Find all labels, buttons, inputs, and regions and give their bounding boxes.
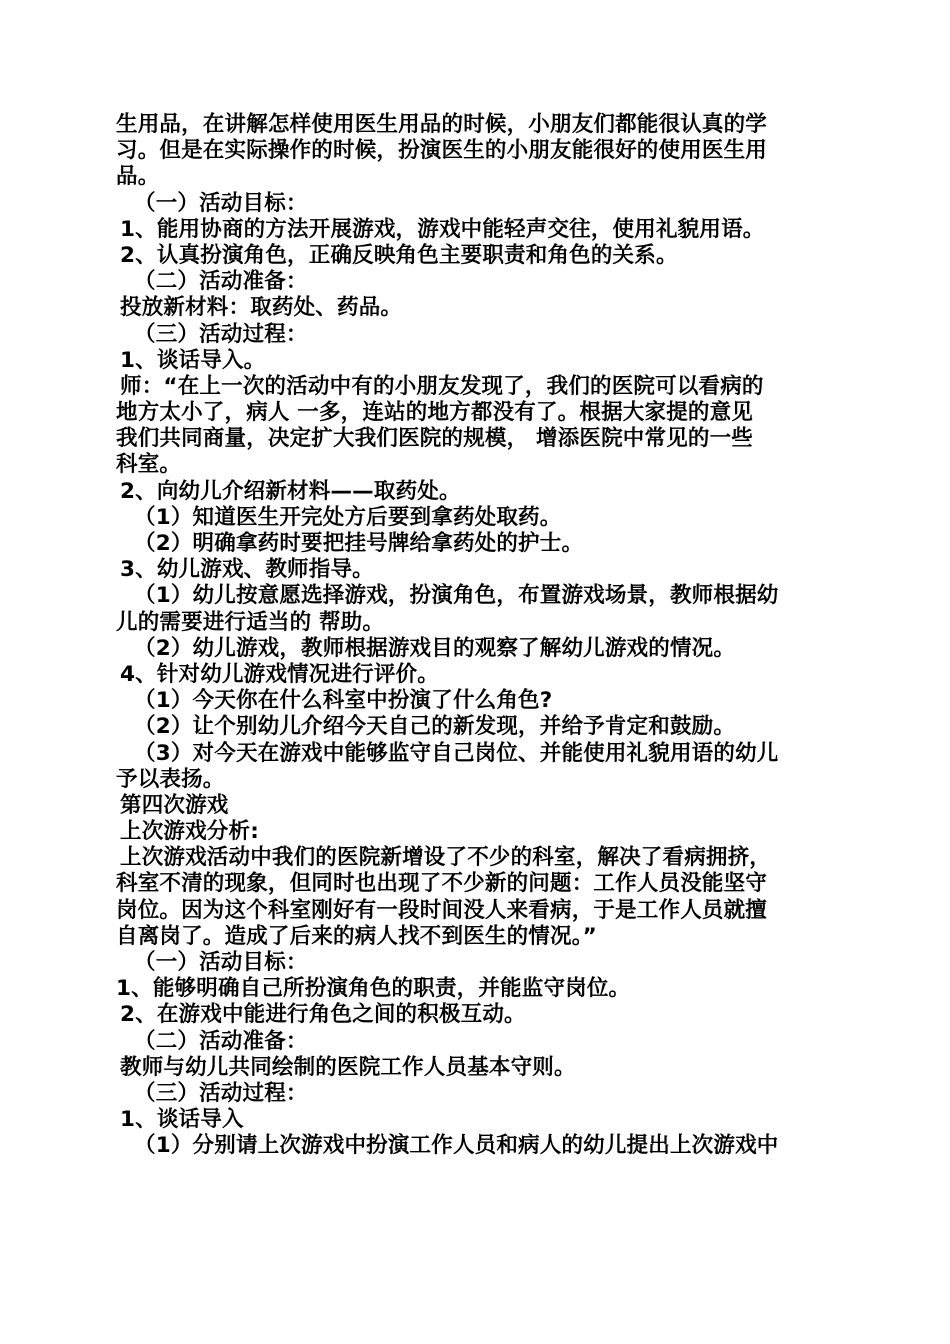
section-heading: （一）活动目标： [134,950,308,975]
list-item: （2）幼儿游戏，教师根据游戏目的观察了解幼儿游戏的情况。 [134,635,736,661]
section-heading: （二）活动准备： [134,269,308,295]
list-item: （2）让个别幼儿介绍今天自己的新发现，并给予肯定和鼓励。 [134,714,736,740]
paragraph-line: 儿的需要进行适当的 帮助。 [116,609,385,635]
paragraph-line: 自离岗了。造成了后来的病人找不到医生的情况。” [116,923,597,949]
paragraph-line: 岗位。因为这个科室刚好有一段时间没人来看病，于是工作人员就擅 [116,897,768,923]
paragraph-line: 我们共同商量，决定扩大我们医院的规模， 增添医院中常见的一些 [116,426,753,452]
list-item: （2）明确拿药时要把挂号牌给拿药处的护士。 [134,531,584,556]
paragraph-line: 地方太小了，病人 一多，连站的地方都没有了。根据大家提的意见 [116,400,753,426]
list-item: 2、向幼儿介绍新材料——取药处。 [120,478,461,504]
section-heading: （三）活动过程： [134,1080,308,1106]
list-item: 3、幼儿游戏、教师指导。 [120,557,374,583]
section-heading: （三）活动过程： [134,321,308,347]
list-item: 2、认真扮演角色，正确反映角色主要职责和角色的关系。 [120,242,678,268]
document-page [116,112,836,1160]
paragraph-line: 科室不清的现象，但同时也出现了不少新的问题：工作人员没能坚守 [116,871,768,897]
section-subtitle: 上次游戏分析: [120,819,259,845]
paragraph-line: 予以表扬。 [116,766,225,792]
paragraph-line: 品。 [116,164,160,190]
list-item: 4、针对幼儿游戏情况进行评价。 [120,661,439,687]
paragraph-line: 教师与幼儿共同绘制的医院工作人员基本守则。 [120,1054,576,1080]
list-item: （3）对今天在游戏中能够监守自己岗位、并能使用礼貌用语的幼儿 [134,740,779,766]
paragraph-line: 投放新材料：取药处、药品。 [120,295,403,321]
paragraph-line: 科室。 [116,452,182,478]
paragraph-line: 上次游戏活动中我们的医院新增设了不少的科室，解决了看病拥挤， [120,845,772,871]
list-item: 1、谈话导入。 [120,347,266,373]
section-heading: （一）活动目标： [134,190,308,216]
list-item: 2、在游戏中能进行角色之间的积极互动。 [120,1002,526,1028]
list-item: （1）幼儿按意愿选择游戏，扮演角色，布置游戏场景，教师根据幼 [134,583,779,609]
section-title: 第四次游戏 [120,792,229,818]
list-item: （1）知道医生开完处方后要到拿药处取药。 [134,504,562,530]
paragraph-line: 习。但是在实际操作的时候，扮演医生的小朋友能很好的使用医生用 [116,138,768,164]
section-heading: （二）活动准备： [134,1028,308,1054]
list-item: 1、能够明确自己所扮演角色的职责，并能监守岗位。 [116,976,631,1002]
list-item: 1、谈话导入 [120,1107,244,1133]
list-item: （1）今天你在什么科室中扮演了什么角色? [134,688,553,714]
list-item: 1、能用协商的方法开展游戏，游戏中能轻声交往，使用礼貌用语。 [120,216,765,242]
list-item: （1）分别请上次游戏中扮演工作人员和病人的幼儿提出上次游戏中 [134,1133,779,1159]
paragraph-line: 师：“在上一次的活动中有的小朋友发现了，我们的医院可以看病的 [120,373,764,399]
paragraph-line: 生用品，在讲解怎样使用医生用品的时候，小朋友们都能很认真的学 [116,112,768,137]
